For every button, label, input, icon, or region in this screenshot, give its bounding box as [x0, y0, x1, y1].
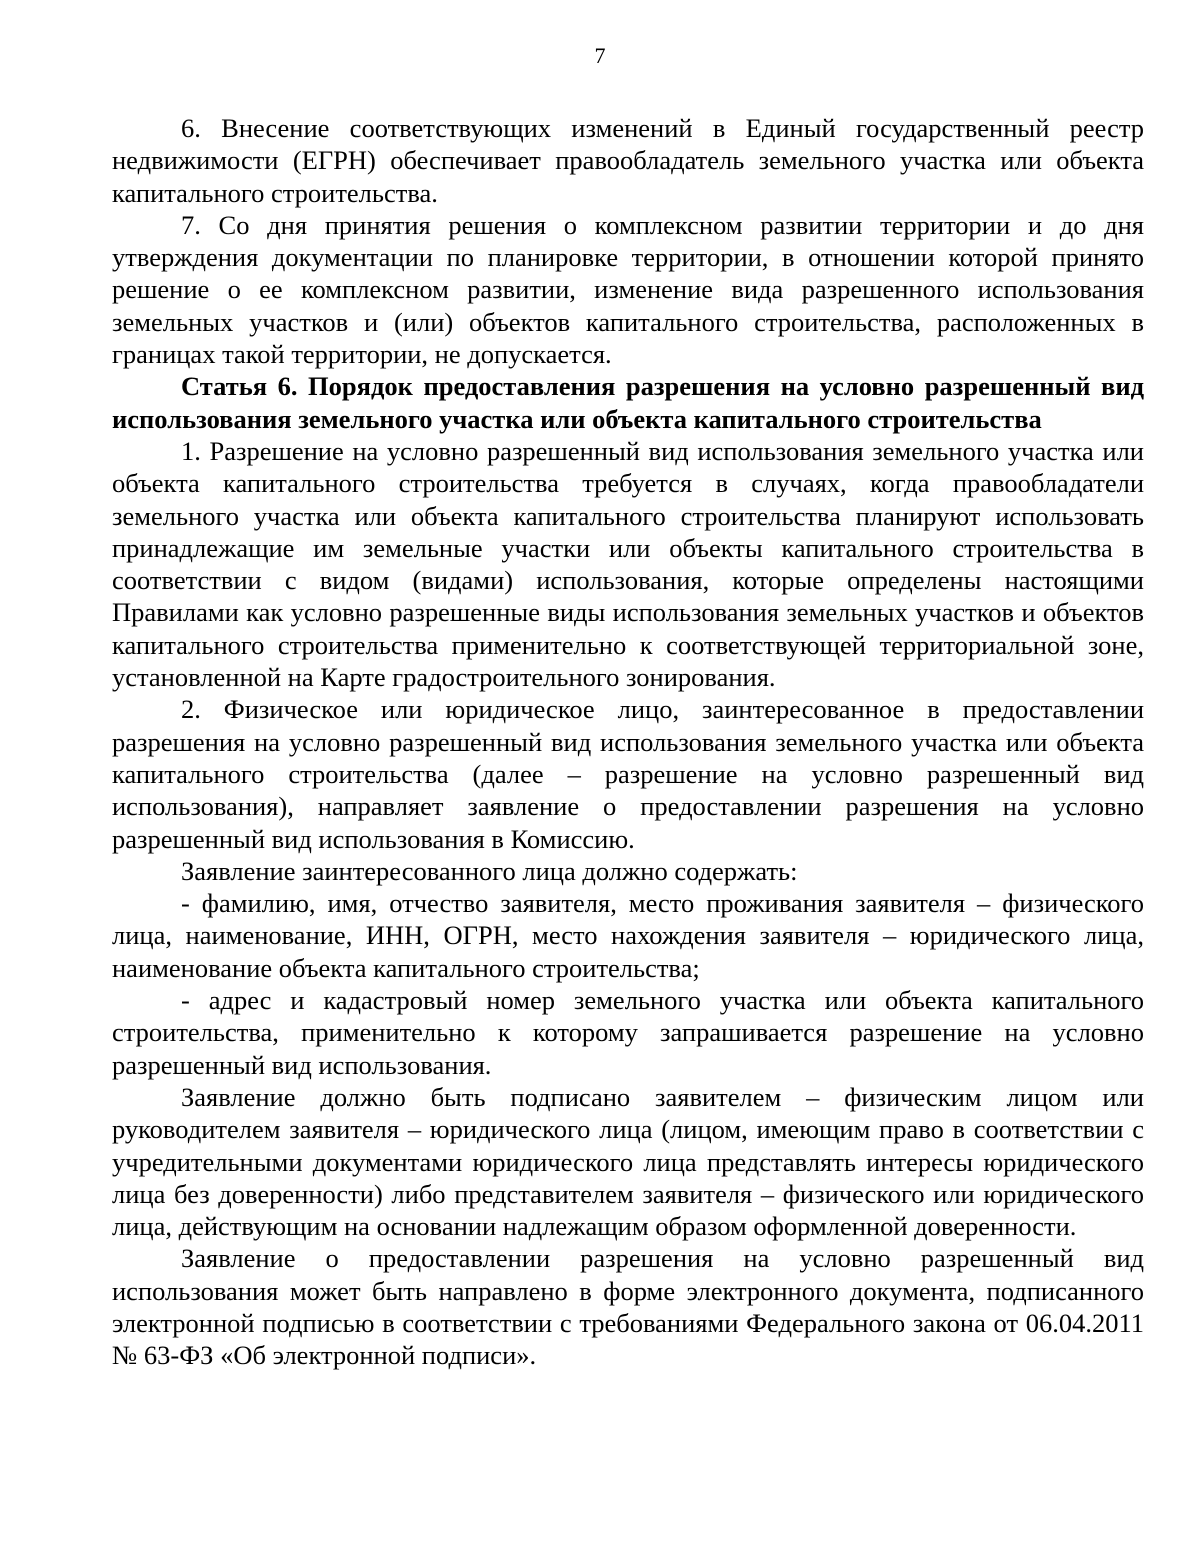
list-item-applicant-details: - фамилию, имя, отчество заявителя, место проживания заявителя – физического лица, наименование, ИНН, ОГРН, место нахождения заявителя – юридического лица, наименование объекта капитального строительства; — [112, 888, 1144, 983]
paragraph-item-6: 6. Внесение соответствующих изменений в Единый государственный реестр недвижимости (ЕГРН) обеспечивает правообладатель земельного участка или объекта капитального строительства. — [112, 113, 1144, 208]
paragraph-item-2: 2. Физическое или юридическое лицо, заинтересованное в предоставлении разрешения на условно разрешенный вид использования земельного участка или объекта капитального строительства (далее – разрешение на условно разрешенный вид использования), направляет заявление о предоставлении разрешения на условно разрешенный вид использования в Комиссию. — [112, 694, 1144, 854]
document-body — [112, 112, 1144, 1372]
paragraph-signature-requirement: Заявление должно быть подписано заявителем – физическим лицом или руководителем заявителя – юридического лица (лицом, имеющим право в соответствии с учредительными документами юридического лица представлять интересы юридического лица без доверенности) либо представителем заявителя – физического или юридического лица, действующим на основании надлежащим образом оформленной доверенности. — [112, 1081, 1144, 1242]
paragraph-item-1: 1. Разрешение на условно разрешенный вид использования земельного участка или объекта капитального строительства требуется в случаях, когда правообладатели земельного участка или объекта капитального строительства планируют использовать принадлежащие им земельные участки или объекты капитального строительства в соответствии с видом (видами) использования, которые определены настоящими Правилами как условно разрешенные виды использования земельных участков и объектов капитального строительства применительно к соответствующей территориальной зоне, установленной на Карте градостроительного зонирования. — [112, 435, 1144, 693]
article-6-heading: Статья 6. Порядок предоставления разрешения на условно разрешенный вид использования земельного участка или объекта капитального строительства — [112, 371, 1144, 434]
list-item-address-cadastral: - адрес и кадастровый номер земельного участка или объекта капитального строительства, применительно к которому запрашивается разрешение на условно разрешенный вид использования. — [112, 985, 1144, 1080]
paragraph-item-7: 7. Со дня принятия решения о комплексном развитии территории и до дня утверждения документации по планировке территории, в отношении которой принято решение о ее комплексном развитии, изменение вида разрешенного использования земельных участков и (или) объектов капитального строительства, расположенных в границах такой территории, не допускается. — [112, 209, 1144, 370]
paragraph-electronic-submission: Заявление о предоставлении разрешения на условно разрешенный вид использования может быть направлено в форме электронного документа, подписанного электронной подписью в соответствии с требованиями Федерального закона от 06.04.2011 № 63-ФЗ «Об электронной подписи». — [112, 1243, 1144, 1371]
page-number: 7 — [594, 43, 606, 68]
paragraph-application-contents: Заявление заинтересованного лица должно содержать: — [181, 855, 798, 886]
